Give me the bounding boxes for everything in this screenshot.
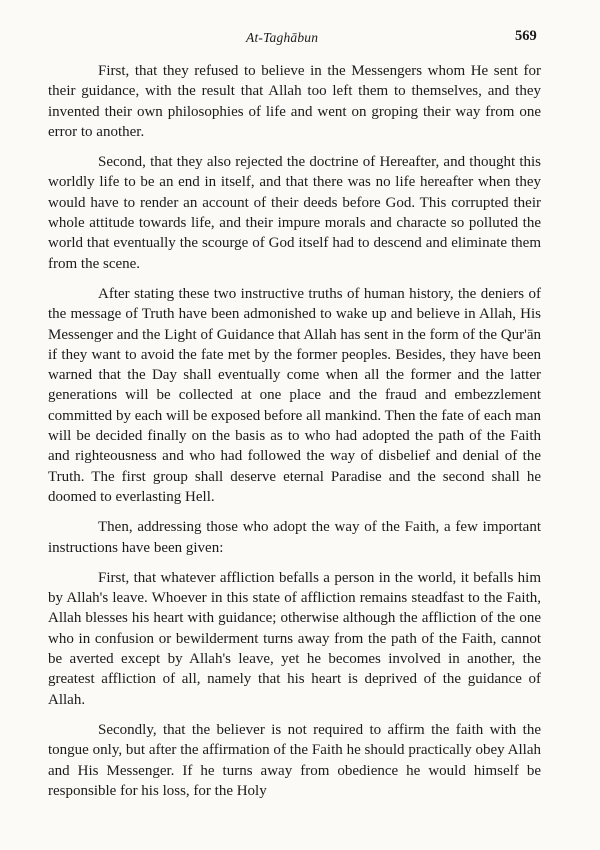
page-header bbox=[0, 22, 600, 46]
paragraph: First, that whatever affliction befalls a person in the world, it befalls him by Allah's leave. Whoever in this state of affliction remains steadfast to the Faith, Allah blesses his heart with guidance; otherwise although the affliction of the one who in confusion or bewilderment turns away from the path of the Faith, cannot be averted except by Allah's leave, yet he becomes involved in another, the greatest affliction of all, namely that his heart is deprived of the guidance of Allah. bbox=[48, 569, 541, 708]
paragraph: After stating these two instructive truths of human history, the deniers of the message of Truth have been admonished to wake up and believe in Allah, His Messenger and the Light of Guidance that Allah has sent in the form of the Qur'ān if they want to avoid the fate met by the former peoples. Besides, they have been warned that the Day shall eventually come when all the former and the latter generations will be collected at one place and the fraud and embezzlement committed by each will be exposed before all mankind. Then the fate of each man will be decided finally on the basis as to who had adopted the path of the Faith and righteousness and who had followed the way of disbelief and denial of the Truth. The first group shall deserve eternal Paradise and the second shall he doomed to everlasting Hell. bbox=[48, 285, 541, 505]
paragraph: First, that they refused to believe in the Messengers whom He sent for their guidance, with the result that Allah too left them to themselves, and they invented their own philosophies of life and went on groping their way from one error to another. bbox=[48, 63, 541, 140]
body-text bbox=[48, 61, 541, 811]
paragraph: Second, that they also rejected the doctrine of Hereafter, and thought this worldly life to be an end in itself, and that there was no life hereafter when they would have to render an account of their deeds before God. This corrupted their whole attitude towards life, and their impure morals and characte so polluted the world that eventually the scourge of God itself had to descend and eliminate them from the scene. bbox=[48, 154, 541, 272]
paragraph: Secondly, that the believer is not required to affirm the faith with the tongue only, but after the affirmation of the Faith he should practically obey Allah and His Messenger. If he turns away from obedience he would himself be responsible for his loss, for the Holy bbox=[48, 721, 541, 799]
running-title: At-Taghābun bbox=[246, 30, 319, 45]
page-number: 569 bbox=[515, 28, 537, 44]
paragraph: Then, addressing those who adopt the way of the Faith, a few important instructions have been given: bbox=[48, 519, 541, 556]
